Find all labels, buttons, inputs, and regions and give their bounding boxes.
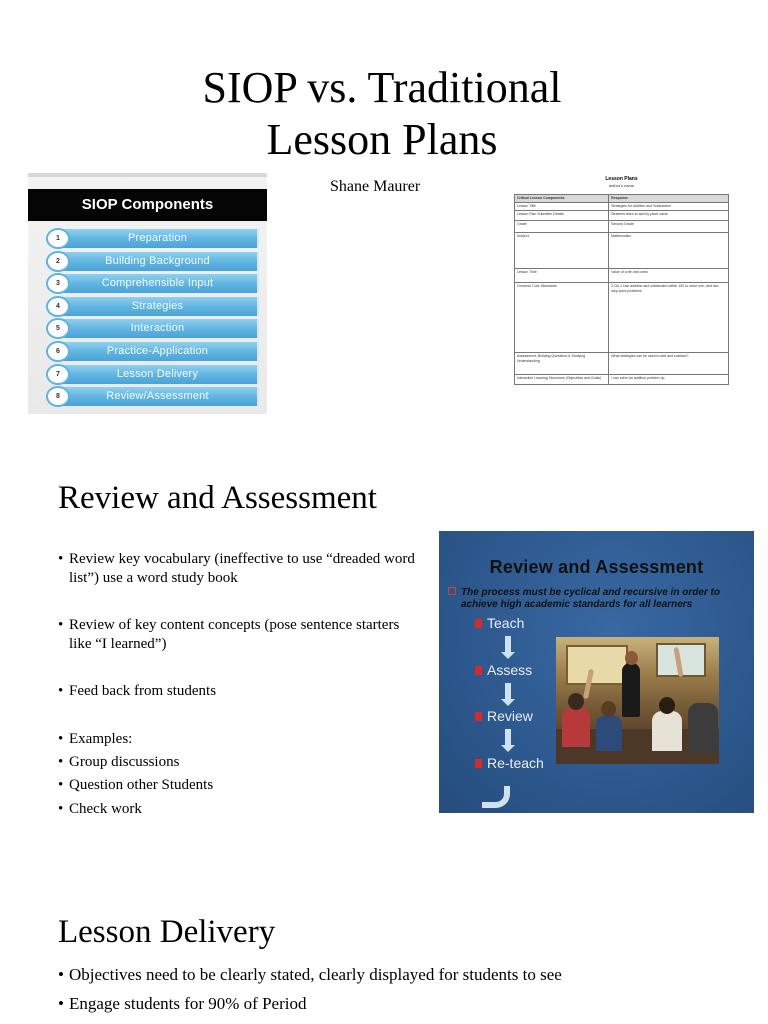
photo-teacher: [622, 663, 640, 717]
siop-component-item: [46, 229, 269, 248]
cycle-step: Teach: [487, 615, 525, 631]
lesson-plan-cell: 2.OA.1 Use addition and subtraction within 100 to solve one- and two-step word problems: [609, 283, 729, 353]
review-bullet: • Group discussions: [58, 753, 418, 772]
review-bullet: • Question other Students: [58, 776, 418, 795]
lesson-plan-cell: Grade: [515, 221, 609, 233]
photo-student-head: [568, 693, 584, 710]
siop-component-label: Strategies: [58, 297, 259, 316]
review-bullet: • Feed back from students: [58, 682, 418, 701]
siop-component-number: 1: [46, 228, 70, 249]
siop-component-number: 5: [46, 318, 70, 339]
review-bullet-row: [58, 730, 418, 749]
lesson-plan-cell: Interactive Learning Outcomes (Objectives and Goals): [515, 375, 609, 385]
siop-component-item: [46, 342, 269, 361]
slide1-title: [0, 62, 764, 166]
lesson-plan-row: [515, 353, 729, 375]
siop-component-label: Building Background: [58, 252, 259, 271]
lesson-plan-cell: Common Core Standards: [515, 283, 609, 353]
photo-student: [652, 711, 682, 751]
lesson-plan-cell: What strategies can be used to add and subtract?: [609, 353, 729, 375]
siop-component-number: 7: [46, 364, 70, 385]
image-slide-title: Review and Assessment: [489, 557, 704, 577]
lesson-plan-cell: Assessment: Building Questions & Studying Understanding: [515, 353, 609, 375]
photo-student: [596, 715, 622, 751]
lesson-plan-row: [515, 375, 729, 385]
photo-student-head: [601, 701, 616, 717]
lesson-plan-cell: I can solve an addition problem up: [609, 375, 729, 385]
lesson-plan-header-row: [515, 195, 729, 203]
image-slide-subtitle: The process must be cyclical and recursive in order to achieve high academic standards for all learners: [461, 587, 720, 610]
lesson-delivery-title: Lesson Delivery: [58, 914, 276, 950]
review-bullet: • Check work: [58, 800, 418, 819]
siop-component-label: Interaction: [58, 319, 259, 338]
lesson-plan-table-image: [512, 176, 731, 400]
lesson-plan-cell: Strategies for Addition and Subtraction: [609, 203, 729, 211]
lesson-plan-cell: Lesson Plan Submitter Details: [515, 211, 609, 221]
siop-component-item: [46, 274, 269, 293]
siop-component-item: [46, 297, 269, 316]
cycle-step: Re-teach: [487, 755, 544, 771]
lesson-plan-row: [515, 283, 729, 353]
lesson-plan-cell: Students learn to add by place value: [609, 211, 729, 221]
siop-component-label: Review/Assessment: [58, 387, 259, 406]
siop-component-number: 4: [46, 296, 70, 317]
lesson-plan-cell: Subject: [515, 233, 609, 269]
lesson-plan-row: [515, 269, 729, 283]
siop-components-panel: [28, 173, 267, 414]
cycle-step: Review: [487, 708, 533, 724]
down-arrow-icon: [505, 636, 511, 654]
siop-component-number: 2: [46, 251, 70, 272]
lesson-plan-cell: Value of a ten and ones: [609, 269, 729, 283]
lesson-plan-cell: Second Grade: [609, 221, 729, 233]
review-bullet: • Examples:: [58, 730, 418, 749]
lesson-delivery-bullet: • Engage students for 90% of Period: [58, 989, 562, 1018]
siop-component-item: [46, 365, 269, 384]
review-bullet-row: [58, 800, 418, 819]
photo-student-head: [659, 697, 675, 714]
lesson-plan-cell: Mathematics: [609, 233, 729, 269]
down-arrow-icon: [505, 729, 511, 747]
siop-component-label: Preparation: [58, 229, 259, 248]
review-bullet-row: [58, 753, 418, 772]
review-bullet: • Review of key content concepts (pose sentence starters like “I learned”): [58, 616, 418, 654]
siop-component-number: 6: [46, 341, 70, 362]
siop-component-item: [46, 387, 269, 406]
lesson-plan-cell: Lesson Time: [515, 269, 609, 283]
classroom-photo: [556, 637, 719, 764]
siop-component-number: 3: [46, 273, 70, 294]
siop-component-number: 8: [46, 386, 70, 407]
review-assessment-title: Review and Assessment: [58, 480, 377, 516]
lesson-plan-table-subtitle: author's name: [608, 183, 635, 188]
lesson-plan-grid: [514, 194, 729, 385]
review-bullet-row: [58, 550, 418, 588]
siop-component-item: [46, 252, 269, 271]
author-name: Shane Maurer: [330, 178, 421, 195]
lesson-plan-row: [515, 221, 729, 233]
photo-student: [562, 707, 590, 747]
slide1-title-line2: Lesson Plans: [266, 115, 498, 164]
lesson-plan-cell: Lesson Title: [515, 203, 609, 211]
slide1-title-line1: SIOP vs. Traditional: [202, 63, 562, 112]
siop-component-label: Comprehensible Input: [58, 274, 259, 293]
lesson-plan-row: [515, 203, 729, 211]
lesson-plan-row: [515, 233, 729, 269]
lesson-delivery-bullet: • Objectives need to be clearly stated, clearly displayed for students to see: [58, 960, 562, 989]
review-bullet-row: [58, 776, 418, 795]
lesson-plan-header-cell: Critical Lesson Components: [515, 195, 609, 203]
photo-student: [688, 703, 718, 753]
lesson-delivery-bullets: [58, 960, 562, 1018]
cycle-step: Assess: [487, 662, 533, 678]
lesson-plan-header-cell: Response: [609, 195, 729, 203]
siop-component-label: Practice-Application: [58, 342, 259, 361]
review-bullet: • Review key vocabulary (ineffective to use “dreaded word list”) use a word study book: [58, 550, 418, 588]
square-bullet-icon: [448, 587, 456, 595]
siop-component-label: Lesson Delivery: [58, 365, 259, 384]
siop-component-item: [46, 319, 269, 338]
down-arrow-icon: [505, 683, 511, 701]
photo-board: [566, 645, 628, 685]
review-bullet-row: [58, 682, 418, 701]
lesson-plan-table-title: Lesson Plans: [605, 176, 638, 182]
siop-components-header: SIOP Components: [28, 189, 267, 221]
lesson-plan-row: [515, 211, 729, 221]
review-bullet-row: [58, 616, 418, 654]
photo-teacher-head: [625, 651, 638, 665]
